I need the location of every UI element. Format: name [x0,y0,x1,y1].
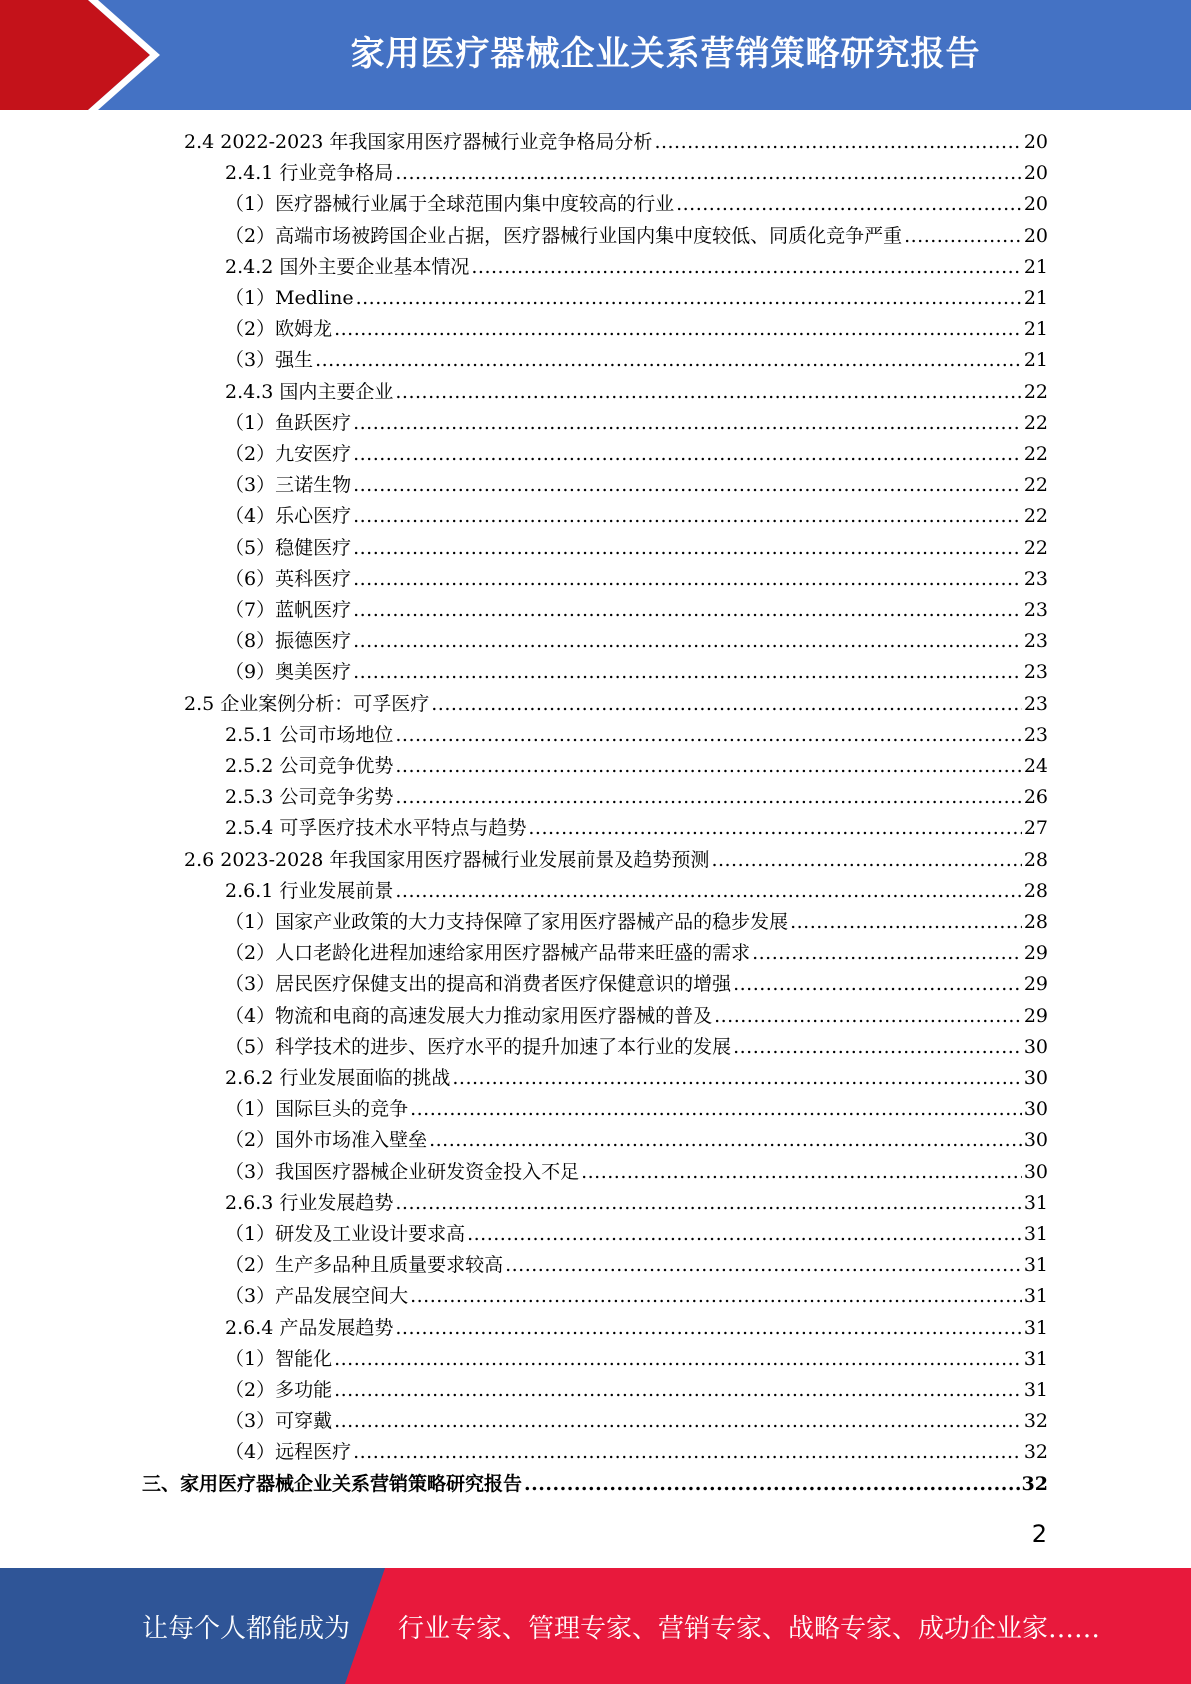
toc-entry-page: 32 [1023,1441,1048,1464]
toc-entry[interactable] [225,283,1048,314]
toc-entry[interactable] [225,657,1048,688]
toc-entry-page: 23 [1023,630,1048,653]
toc-entry-page: 23 [1023,661,1048,684]
toc-leader-dots [395,1317,1021,1339]
toc-entry-title: （2）九安医疗 [225,443,352,465]
toc-entry[interactable] [225,501,1048,532]
toc-entry-page: 31 [1023,1316,1048,1339]
toc-leader-dots [452,1067,1021,1089]
toc-entry-title: 2.5.2 公司竞争优势 [225,755,394,777]
toc-entry[interactable] [184,127,1048,158]
toc-leader-dots [353,537,1022,559]
toc-entry-title: （3）可穿戴 [225,1410,333,1433]
toc-entry-title: （9）奥美医疗 [225,661,352,684]
toc-entry[interactable] [225,1344,1048,1375]
toc-entry-title: （1）智能化 [225,1347,333,1370]
toc-entry-title: （5）稳健医疗 [225,536,352,559]
toc-entry-page: 21 [1023,349,1048,372]
toc-entry-page: 22 [1023,411,1048,434]
toc-leader-dots [429,1129,1022,1151]
toc-leader-dots [353,568,1022,590]
toc-leader-dots [467,1223,1022,1245]
toc-entry-page: 30 [1023,1160,1048,1183]
toc-entry-title: （2）生产多品种且质量要求较高 [225,1254,504,1277]
toc-entry-page: 31 [1023,1191,1048,1214]
toc-entry[interactable] [225,1437,1048,1468]
toc-leader-dots [334,1379,1022,1401]
toc-leader-dots [334,1348,1022,1370]
toc-leader-dots [410,1285,1022,1307]
toc-entry-title: （1）鱼跃医疗 [225,411,352,434]
toc-leader-dots [904,225,1022,247]
toc-entry-page: 31 [1023,1285,1048,1308]
toc-leader-dots [353,474,1022,496]
footer-slogan-left: 让每个人都能成为 [142,1614,351,1644]
toc-entry[interactable] [225,470,1048,501]
toc-entry-title: （1）医疗器械行业属于全球范围内集中度较高的行业 [225,193,675,216]
toc-entry[interactable] [225,1375,1048,1406]
toc-entry-title: 2.4.3 国内主要企业 [225,380,394,403]
toc-entry-title: （4）远程医疗 [225,1441,352,1464]
toc-entry[interactable] [225,345,1048,376]
toc-leader-dots [395,786,1021,808]
toc-leader-dots [334,318,1022,340]
toc-leader-dots [353,412,1022,434]
toc-entry-title: （1）国家产业政策的大力支持保障了家用医疗器械产品的稳步发展 [225,911,789,933]
toc-entry[interactable] [225,1032,1048,1063]
toc-entry-title: 2.5.1 公司市场地位 [225,723,394,746]
toc-entry-title: 2.6.3 行业发展趋势 [225,1191,394,1214]
toc-entry[interactable] [225,720,1048,751]
toc-entry-page: 21 [1023,287,1048,309]
toc-leader-dots [505,1254,1022,1276]
toc-leader-dots [353,661,1022,683]
toc-entry-title: （4）物流和电商的高速发展大力推动家用医疗器械的普及 [225,1004,713,1027]
toc-entry[interactable] [142,1469,1048,1500]
toc-leader-dots [356,287,1022,309]
toc-entry-title: （2）人口老龄化进程加速给家用医疗器械产品带来旺盛的需求 [225,942,751,965]
toc-leader-dots [752,942,1022,964]
toc-entry[interactable] [225,408,1048,439]
toc-entry-page: 21 [1023,255,1048,278]
toc-entry[interactable] [225,1406,1048,1437]
toc-leader-dots [524,1473,1020,1495]
toc-leader-dots [676,193,1022,215]
toc-entry-title: 2.4 2022-2023 年我国家用医疗器械行业竞争格局分析 [184,131,653,153]
toc-entry-page: 21 [1023,318,1048,341]
toc-entry-title: 2.4.2 国外主要企业基本情况 [225,255,470,278]
toc-entry[interactable] [225,1094,1048,1125]
toc-entry-page: 32 [1023,1410,1048,1433]
toc-leader-dots [395,880,1021,902]
toc-entry-title: （4）乐心医疗 [225,505,352,528]
toc-entry-page: 22 [1023,474,1048,497]
toc-entry[interactable] [225,907,1048,938]
toc-entry-title: 2.5.4 可孚医疗技术水平特点与趋势 [225,817,527,840]
toc-entry[interactable] [225,751,1048,782]
toc-leader-dots [733,1036,1022,1058]
toc-entry-page: 31 [1023,1223,1048,1245]
toc-entry-page: 31 [1023,1254,1048,1277]
toc-leader-dots [431,693,1022,715]
toc-entry-title: （1）Medline [225,287,354,309]
toc-entry[interactable] [225,1281,1048,1312]
toc-entry-page: 30 [1023,1035,1048,1058]
toc-leader-dots [711,849,1021,871]
toc-entry[interactable] [225,626,1048,657]
toc-entry-page: 23 [1023,599,1048,621]
toc-entry[interactable] [184,845,1048,876]
toc-leader-dots [353,630,1022,652]
toc-entry[interactable] [184,689,1048,720]
toc-entry-title: （3）强生 [225,349,314,372]
toc-entry-title: （7）蓝帆医疗 [225,599,352,621]
toc-entry[interactable] [225,1219,1048,1250]
toc-entry-title: （3）居民医疗保健支出的提高和消费者医疗保健意识的增强 [225,973,732,996]
page-footer [0,1568,1191,1684]
toc-entry-title: 2.4.1 行业竞争格局 [225,162,394,185]
toc-entry-title: （8）振德医疗 [225,630,352,653]
toc-entry[interactable] [225,252,1048,283]
toc-leader-dots [395,381,1021,403]
toc-leader-dots [395,1192,1021,1214]
toc-entry[interactable] [225,189,1048,220]
toc-entry-page: 22 [1023,380,1048,403]
toc-entry[interactable] [225,813,1048,844]
toc-entry-page: 30 [1023,1098,1048,1121]
toc-leader-dots [395,724,1021,746]
toc-entry-page: 23 [1023,567,1048,590]
toc-entry[interactable] [225,1188,1048,1219]
toc-entry-page: 31 [1023,1347,1048,1370]
toc-entry-title: 2.6.1 行业发展前景 [225,879,394,902]
toc-entry-title: 2.6.2 行业发展面临的挑战 [225,1067,451,1089]
toc-leader-dots [353,443,1022,465]
toc-entry-title: （1）研发及工业设计要求高 [225,1223,466,1245]
toc-entry-title: （3）我国医疗器械企业研发资金投入不足 [225,1160,580,1183]
toc-entry-page: 28 [1023,879,1048,902]
toc-entry[interactable] [225,595,1048,626]
toc-entry-title: （2）欧姆龙 [225,318,333,341]
toc-entry-page: 29 [1023,973,1048,996]
toc-leader-dots [733,973,1022,995]
toc-entry[interactable] [225,1001,1048,1032]
toc-entry[interactable] [225,314,1048,345]
toc-entry[interactable] [225,1250,1048,1281]
toc-entry-title: （3）产品发展空间大 [225,1285,409,1308]
footer-slogan-right: 行业专家、管理专家、营销专家、战略专家、成功企业家…… [398,1614,1101,1644]
toc-entry[interactable] [225,377,1048,408]
toc-entry-title: 2.6.4 产品发展趋势 [225,1316,394,1339]
report-title: 家用医疗器械企业关系营销策略研究报告 [350,34,981,74]
toc-entry-title: 2.5.3 公司竞争劣势 [225,786,394,809]
toc-leader-dots [334,1410,1022,1432]
toc-leader-dots [790,911,1022,933]
toc-leader-dots [395,162,1021,184]
toc-leader-dots [528,817,1021,839]
toc-entry-page: 28 [1023,911,1048,933]
toc-entry-page: 30 [1023,1067,1048,1089]
toc-leader-dots [581,1161,1022,1183]
toc-entry[interactable] [225,1313,1048,1344]
toc-entry[interactable] [225,1063,1048,1094]
toc-entry-title: 三、家用医疗器械企业关系营销策略研究报告 [142,1472,523,1495]
toc-entry-page: 24 [1023,755,1048,777]
toc-entry-page: 20 [1023,131,1048,153]
toc-leader-dots [353,1441,1022,1463]
toc-entry-page: 28 [1023,848,1048,871]
toc-entry[interactable] [225,439,1048,470]
toc-entry[interactable] [225,1125,1048,1156]
toc-entry[interactable] [225,564,1048,595]
toc-entry-title: （6）英科医疗 [225,567,352,590]
toc-entry[interactable] [225,158,1048,189]
toc-leader-dots [654,131,1021,153]
toc-entry-page: 22 [1023,536,1048,559]
toc-entry[interactable] [225,533,1048,564]
toc-entry[interactable] [225,969,1048,1000]
toc-entry-page: 22 [1023,443,1048,465]
toc-entry-title: 2.5 企业案例分析：可孚医疗 [184,692,430,715]
toc-leader-dots [714,1005,1022,1027]
toc-entry-page: 29 [1023,942,1048,965]
toc-entry-page: 20 [1023,193,1048,216]
toc-entry[interactable] [225,938,1048,969]
toc-entry-page: 23 [1023,692,1048,715]
report-header [0,0,1191,110]
toc-entry-title: 2.6 2023-2028 年我国家用医疗器械行业发展前景及趋势预测 [184,848,710,871]
toc-leader-dots [395,755,1021,777]
toc-leader-dots [315,349,1022,371]
toc-entry-page: 27 [1023,817,1048,840]
toc-entry-title: （1）国际巨头的竞争 [225,1098,409,1121]
chevron-arrow-icon [0,0,160,110]
toc-entry-title: （5）科学技术的进步、医疗水平的提升加速了本行业的发展 [225,1035,732,1058]
toc-entry-page: 32 [1021,1472,1048,1495]
toc-leader-dots [353,505,1022,527]
toc-entry-page: 31 [1023,1379,1048,1401]
toc-leader-dots [471,256,1021,278]
toc-leader-dots [410,1098,1022,1120]
page-number: 2 [1031,1520,1047,1548]
toc-entry[interactable] [225,1157,1048,1188]
toc-entry-page: 30 [1023,1129,1048,1152]
toc-entry-page: 23 [1023,723,1048,746]
toc-entry-page: 20 [1023,162,1048,185]
toc-leader-dots [353,599,1022,621]
toc-entry-title: （3）三诺生物 [225,474,352,497]
toc-entry-title: （2）高端市场被跨国企业占据，医疗器械行业国内集中度较低、同质化竞争严重 [225,224,903,247]
toc-entry[interactable] [225,221,1048,252]
toc-entry-title: （2）多功能 [225,1379,333,1401]
toc-entry-page: 26 [1023,786,1048,809]
toc-entry[interactable] [225,876,1048,907]
toc-entry-page: 22 [1023,505,1048,528]
toc-entry-page: 29 [1023,1004,1048,1027]
toc-entry[interactable] [225,782,1048,813]
toc-entry-title: （2）国外市场准入壁垒 [225,1129,428,1152]
toc-entry-page: 20 [1023,224,1048,247]
